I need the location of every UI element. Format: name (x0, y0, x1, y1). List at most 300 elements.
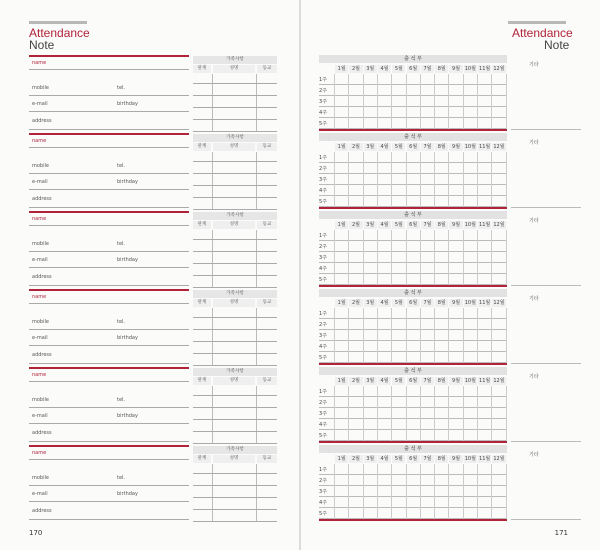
rule (193, 287, 277, 288)
week-label: 2주 (319, 478, 328, 484)
address-label: address (32, 430, 52, 436)
month-label: 6월 (407, 221, 420, 229)
grid-divider (391, 464, 392, 520)
rule (29, 363, 189, 364)
rule (193, 353, 277, 354)
grid-divider (377, 308, 378, 364)
month-label: 9월 (449, 377, 462, 385)
block-bottom-rule (319, 285, 507, 287)
block-bottom-rule (319, 519, 507, 521)
week-label: 5주 (319, 511, 328, 517)
month-label: 6월 (407, 65, 420, 73)
week-label: 4주 (319, 110, 328, 116)
rule (29, 459, 189, 460)
grid-divider (448, 152, 449, 208)
rule (193, 365, 277, 366)
grid-divider (363, 74, 364, 130)
month-label: 2월 (349, 377, 362, 385)
grid-divider (463, 308, 464, 364)
tel-label: tel. (117, 85, 126, 91)
rule (29, 285, 189, 286)
mobile-label: mobile (32, 241, 49, 247)
page-title-note: Note (29, 38, 55, 52)
rule (193, 443, 277, 444)
family-columns (193, 143, 277, 151)
month-label: 6월 (407, 455, 420, 463)
family-col-name: 성명 (213, 455, 255, 463)
grid-divider (463, 386, 464, 442)
address-label: address (32, 196, 52, 202)
rule (193, 83, 277, 84)
month-label: 9월 (449, 143, 462, 151)
month-label: 8월 (435, 299, 448, 307)
grid-divider (377, 464, 378, 520)
attendance-block (319, 445, 583, 523)
family-col-relation: 관계 (193, 455, 211, 463)
grid-divider (363, 152, 364, 208)
grid-divider (377, 230, 378, 286)
birthday-label: birthday (117, 335, 138, 341)
address-label: address (32, 508, 52, 514)
grid-divider (463, 464, 464, 520)
week-rule (319, 162, 507, 163)
week-label: 3주 (319, 411, 328, 417)
attendance-header: 출 석 부 (319, 133, 507, 141)
grid-divider (506, 386, 507, 442)
month-label: 3월 (364, 65, 377, 73)
month-label: 7월 (421, 455, 434, 463)
week-label: 2주 (319, 166, 328, 172)
grid-divider (334, 386, 335, 442)
month-label: 10월 (464, 300, 476, 306)
month-label: 5월 (392, 377, 405, 385)
month-label: 8월 (435, 221, 448, 229)
week-label: 1주 (319, 77, 328, 83)
family-col-relation: 관계 (193, 377, 211, 385)
month-label: 1월 (335, 455, 348, 463)
tel-label: tel. (117, 397, 126, 403)
etc-rule (511, 285, 581, 286)
rule (29, 267, 189, 268)
contact-block (29, 211, 299, 289)
rule (29, 345, 189, 346)
month-label: 3월 (364, 455, 377, 463)
rule (193, 209, 277, 210)
month-label: 2월 (349, 65, 362, 73)
month-label: 9월 (449, 455, 462, 463)
week-rule (319, 240, 507, 241)
page-number-right: 171 (554, 529, 568, 537)
family-columns (193, 65, 277, 73)
name-label: name (32, 294, 47, 300)
week-rule (319, 262, 507, 263)
grid-divider (348, 308, 349, 364)
grid-divider (334, 74, 335, 130)
month-label: 8월 (435, 143, 448, 151)
family-header: 가족사항 (193, 290, 277, 298)
contact-block (29, 133, 299, 211)
month-label: 9월 (449, 221, 462, 229)
birthday-label: birthday (117, 413, 138, 419)
address-label: address (32, 274, 52, 280)
page-title-attendance: Attendance (512, 26, 573, 40)
grid-divider (506, 308, 507, 364)
mobile-label: mobile (32, 163, 49, 169)
tel-label: tel. (117, 319, 126, 325)
email-label: e-mail (32, 101, 48, 107)
grid-divider (406, 74, 407, 130)
rule (193, 197, 277, 198)
rule (193, 485, 277, 486)
etc-rule (511, 207, 581, 208)
week-rule (319, 474, 507, 475)
grid-divider (363, 386, 364, 442)
week-rule (319, 507, 507, 508)
family-col-name: 성명 (213, 299, 255, 307)
month-label: 1월 (335, 221, 348, 229)
family-col-relation: 관계 (193, 221, 211, 229)
month-label: 3월 (364, 299, 377, 307)
grid-divider (448, 464, 449, 520)
grid-divider (434, 464, 435, 520)
month-label: 6월 (407, 377, 420, 385)
grid-divider (363, 230, 364, 286)
month-label: 7월 (421, 221, 434, 229)
grid-divider (506, 74, 507, 130)
block-bottom-rule (319, 129, 507, 131)
week-rule (319, 106, 507, 107)
tel-label: tel. (117, 163, 126, 169)
week-label: 3주 (319, 177, 328, 183)
month-label: 2월 (349, 221, 362, 229)
rule (29, 485, 189, 486)
grid-divider (448, 308, 449, 364)
month-label: 10월 (464, 144, 476, 150)
week-label: 1주 (319, 389, 328, 395)
grid-divider (448, 230, 449, 286)
week-label: 2주 (319, 322, 328, 328)
week-rule (319, 195, 507, 196)
attendance-block (319, 367, 583, 445)
month-label: 5월 (392, 143, 405, 151)
page-number-left: 170 (29, 529, 43, 537)
grid-divider (448, 386, 449, 442)
family-table (193, 290, 277, 366)
week-label: 5주 (319, 433, 328, 439)
month-label: 5월 (392, 299, 405, 307)
birthday-label: birthday (117, 179, 138, 185)
tel-label: tel. (117, 475, 126, 481)
attendance-block (319, 211, 583, 289)
rule (29, 129, 189, 130)
attendance-header: 출 석 부 (319, 445, 507, 453)
week-rule (319, 173, 507, 174)
grid-divider (434, 74, 435, 130)
rule (193, 263, 277, 264)
week-label: 3주 (319, 333, 328, 339)
grid-divider (334, 230, 335, 286)
week-label: 2주 (319, 400, 328, 406)
rule (193, 509, 277, 510)
family-header: 가족사항 (193, 368, 277, 376)
week-rule (319, 407, 507, 408)
address-label: address (32, 352, 52, 358)
grid-divider (406, 386, 407, 442)
family-columns (193, 299, 277, 307)
grid-divider (391, 152, 392, 208)
attendance-block (319, 289, 583, 367)
grid-divider (477, 152, 478, 208)
month-label: 5월 (392, 65, 405, 73)
week-rule (319, 318, 507, 319)
page-title-attendance: Attendance (29, 26, 90, 40)
grid-divider (406, 308, 407, 364)
week-label: 5주 (319, 355, 328, 361)
month-label: 1월 (335, 143, 348, 151)
month-label: 8월 (435, 377, 448, 385)
grid-divider (491, 464, 492, 520)
name-label: name (32, 60, 47, 66)
week-rule (319, 496, 507, 497)
month-label: 4월 (378, 377, 391, 385)
family-col-relation: 관계 (193, 299, 211, 307)
grid-divider (406, 464, 407, 520)
month-label: 6월 (407, 299, 420, 307)
rule (29, 251, 189, 252)
month-label: 7월 (421, 65, 434, 73)
grid-divider (391, 230, 392, 286)
rule (29, 519, 189, 520)
family-col-relation: 관계 (193, 65, 211, 73)
family-col-name: 성명 (213, 221, 255, 229)
rule (193, 521, 277, 522)
email-label: e-mail (32, 413, 48, 419)
month-label: 11월 (479, 66, 491, 72)
month-label: 11월 (479, 144, 491, 150)
contact-block (29, 55, 299, 133)
month-label: 7월 (421, 299, 434, 307)
name-rule (29, 289, 189, 291)
email-label: e-mail (32, 257, 48, 263)
birthday-label: birthday (117, 491, 138, 497)
week-label: 1주 (319, 467, 328, 473)
month-label: 12월 (493, 300, 505, 306)
family-col-name: 성명 (213, 377, 255, 385)
month-label: 12월 (493, 378, 505, 384)
week-label: 5주 (319, 277, 328, 283)
rule (29, 381, 189, 382)
grid-divider (391, 386, 392, 442)
month-label: 7월 (421, 143, 434, 151)
grid-divider (506, 230, 507, 286)
month-label: 9월 (449, 65, 462, 73)
name-label: name (32, 372, 47, 378)
rule (193, 131, 277, 132)
attendance-header: 출 석 부 (319, 211, 507, 219)
rule (29, 69, 189, 70)
month-label: 12월 (493, 456, 505, 462)
month-label: 2월 (349, 299, 362, 307)
grid-divider (506, 152, 507, 208)
month-label: 5월 (392, 455, 405, 463)
rule (29, 501, 189, 502)
week-label: 4주 (319, 188, 328, 194)
grid-divider (491, 74, 492, 130)
contact-block (29, 367, 299, 445)
rule (193, 275, 277, 276)
week-label: 5주 (319, 121, 328, 127)
week-label: 3주 (319, 489, 328, 495)
rule (29, 147, 189, 148)
family-columns (193, 377, 277, 385)
week-rule (319, 84, 507, 85)
rule (29, 441, 189, 442)
email-label: e-mail (32, 179, 48, 185)
family-columns (193, 221, 277, 229)
grid-divider (434, 308, 435, 364)
etc-label: 기타 (529, 140, 539, 146)
week-label: 2주 (319, 244, 328, 250)
rule (193, 407, 277, 408)
email-label: e-mail (32, 335, 48, 341)
month-label: 6월 (407, 143, 420, 151)
rule (193, 185, 277, 186)
rule (29, 207, 189, 208)
grid-divider (434, 152, 435, 208)
page-title-note: Note (544, 38, 570, 52)
month-label: 11월 (479, 300, 491, 306)
week-label: 3주 (319, 99, 328, 105)
family-col-school: 등교 (257, 299, 277, 307)
family-header: 가족사항 (193, 56, 277, 64)
family-table (193, 56, 277, 132)
month-label: 2월 (349, 455, 362, 463)
family-col-name: 성명 (213, 65, 255, 73)
month-label: 10월 (464, 456, 476, 462)
grid-divider (348, 386, 349, 442)
block-bottom-rule (319, 207, 507, 209)
month-label: 4월 (378, 65, 391, 73)
week-rule (319, 429, 507, 430)
grid-divider (491, 230, 492, 286)
week-label: 1주 (319, 155, 328, 161)
family-header: 가족사항 (193, 212, 277, 220)
month-label: 2월 (349, 143, 362, 151)
grid-divider (477, 386, 478, 442)
grid-divider (377, 152, 378, 208)
rule (29, 303, 189, 304)
rule (193, 473, 277, 474)
contact-block (29, 289, 299, 367)
grid-divider (491, 152, 492, 208)
left-page (0, 0, 299, 550)
grid-divider (477, 308, 478, 364)
family-col-school: 등교 (257, 143, 277, 151)
month-label: 10월 (464, 66, 476, 72)
mobile-label: mobile (32, 85, 49, 91)
rule (29, 407, 189, 408)
rule (193, 251, 277, 252)
etc-label: 기타 (529, 62, 539, 68)
mobile-label: mobile (32, 397, 49, 403)
grid-divider (348, 152, 349, 208)
family-col-name: 성명 (213, 143, 255, 151)
month-label: 12월 (493, 144, 505, 150)
etc-rule (511, 441, 581, 442)
family-header: 가족사항 (193, 446, 277, 454)
month-label: 12월 (493, 66, 505, 72)
grid-divider (420, 230, 421, 286)
rule (193, 317, 277, 318)
week-rule (319, 329, 507, 330)
attendance-block (319, 55, 583, 133)
week-rule (319, 396, 507, 397)
rule (193, 173, 277, 174)
week-label: 3주 (319, 255, 328, 261)
rule (193, 431, 277, 432)
grid-divider (363, 464, 364, 520)
block-bottom-rule (319, 441, 507, 443)
week-label: 4주 (319, 422, 328, 428)
week-rule (319, 117, 507, 118)
grid-divider (377, 386, 378, 442)
birthday-label: birthday (117, 101, 138, 107)
family-columns (193, 455, 277, 463)
week-rule (319, 273, 507, 274)
month-label: 4월 (378, 455, 391, 463)
week-rule (319, 485, 507, 486)
family-col-school: 등교 (257, 377, 277, 385)
grid-divider (506, 464, 507, 520)
month-label: 11월 (479, 456, 491, 462)
grid-divider (391, 74, 392, 130)
grid-divider (434, 386, 435, 442)
week-rule (319, 251, 507, 252)
rule (193, 161, 277, 162)
title-bar (508, 21, 566, 24)
week-rule (319, 418, 507, 419)
rule (29, 329, 189, 330)
name-rule (29, 133, 189, 135)
etc-rule (511, 519, 581, 520)
grid-divider (348, 464, 349, 520)
month-label: 4월 (378, 299, 391, 307)
attendance-header: 출 석 부 (319, 289, 507, 297)
week-rule (319, 351, 507, 352)
grid-divider (391, 308, 392, 364)
month-label: 1월 (335, 299, 348, 307)
month-label: 4월 (378, 143, 391, 151)
name-label: name (32, 138, 47, 144)
grid-divider (463, 152, 464, 208)
rule (29, 173, 189, 174)
month-label: 12월 (493, 222, 505, 228)
grid-divider (363, 308, 364, 364)
grid-divider (406, 152, 407, 208)
month-label: 9월 (449, 299, 462, 307)
name-rule (29, 55, 189, 57)
grid-divider (348, 74, 349, 130)
month-label: 1월 (335, 377, 348, 385)
week-label: 4주 (319, 266, 328, 272)
month-label: 11월 (479, 378, 491, 384)
etc-label: 기타 (529, 218, 539, 224)
name-label: name (32, 216, 47, 222)
name-rule (29, 211, 189, 213)
grid-divider (463, 74, 464, 130)
rule (29, 95, 189, 96)
grid-divider (477, 464, 478, 520)
